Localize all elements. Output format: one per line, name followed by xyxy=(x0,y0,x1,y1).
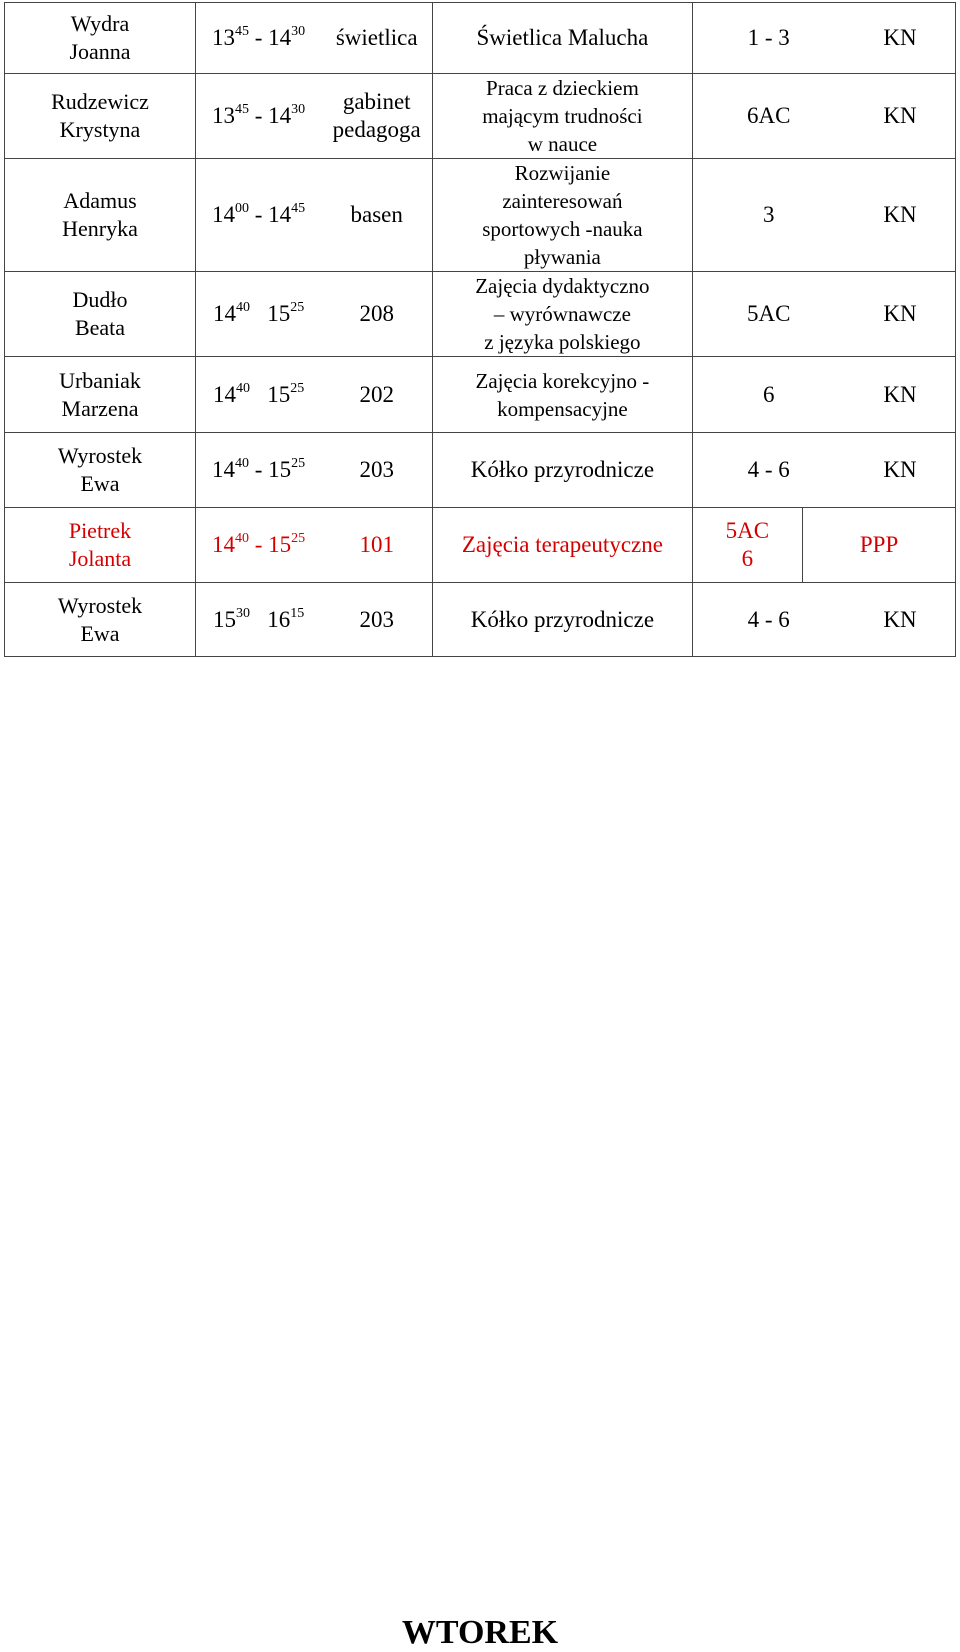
table-row xyxy=(5,159,956,272)
organizer-cell: KN xyxy=(845,433,956,508)
activity-cell: Kółko przyrodnicze xyxy=(433,433,692,508)
class-cell: 5AC 6 xyxy=(692,508,803,583)
teacher-name: Urbaniak Marzena xyxy=(5,357,196,433)
table-row xyxy=(5,74,956,159)
activity-cell: Zajęcia korekcyjno - kompensacyjne xyxy=(433,357,692,433)
room-cell: basen xyxy=(321,159,433,272)
time-cell: $13^{45} - 14^{30}$ xyxy=(196,74,322,159)
class-cell: 6 xyxy=(692,357,845,433)
teacher-name: Dudło Beata xyxy=(5,272,196,357)
activity-cell: Świetlica Malucha xyxy=(433,3,692,74)
activity-cell: Rozwijanie zainteresowań sportowych -nauka pływania xyxy=(433,159,692,272)
table-row xyxy=(5,508,956,583)
organizer-cell: KN xyxy=(845,357,956,433)
table-row xyxy=(5,583,956,657)
activity-cell: Kółko przyrodnicze xyxy=(433,583,692,657)
teacher-name: Wyrostek Ewa xyxy=(5,433,196,508)
schedule-table xyxy=(4,2,956,657)
room-cell: 203 xyxy=(321,433,433,508)
organizer-cell: KN xyxy=(845,74,956,159)
time-cell: $14^{40}$ $15^{25}$ xyxy=(196,357,322,433)
table-row xyxy=(5,433,956,508)
class-cell: 3 xyxy=(692,159,845,272)
teacher-name: Wyrostek Ewa xyxy=(5,583,196,657)
organizer-cell: KN xyxy=(845,272,956,357)
room-cell: gabinet pedagoga xyxy=(321,74,433,159)
class-cell: 6AC xyxy=(692,74,845,159)
organizer-cell: KN xyxy=(845,159,956,272)
time-cell: $15^{30}$ $16^{15}$ xyxy=(196,583,322,657)
activity-cell: Zajęcia terapeutyczne xyxy=(433,508,692,583)
organizer-cell: PPP xyxy=(803,508,956,583)
time-cell: $14^{40} - 15^{25}$ xyxy=(196,433,322,508)
teacher-name: Pietrek Jolanta xyxy=(5,508,196,583)
class-cell: 4 - 6 xyxy=(692,583,845,657)
organizer-cell: KN xyxy=(845,583,956,657)
class-cell: 5AC xyxy=(692,272,845,357)
teacher-name: Adamus Henryka xyxy=(5,159,196,272)
room-cell: świetlica xyxy=(321,3,433,74)
time-cell: $13^{45} - 14^{30}$ xyxy=(196,3,322,74)
time-cell: $14^{40}$ $15^{25}$ xyxy=(196,272,322,357)
room-cell: 203 xyxy=(321,583,433,657)
organizer-cell: KN xyxy=(845,3,956,74)
time-cell: $14^{00} - 14^{45}$ xyxy=(196,159,322,272)
class-cell: 1 - 3 xyxy=(692,3,845,74)
activity-cell: Praca z dzieckiem mającym trudności w nauce xyxy=(433,74,692,159)
table-row xyxy=(5,357,956,433)
room-cell: 101 xyxy=(321,508,433,583)
room-cell: 208 xyxy=(321,272,433,357)
table-row xyxy=(5,272,956,357)
room-cell: 202 xyxy=(321,357,433,433)
teacher-name: Wydra Joanna xyxy=(5,3,196,74)
table-row xyxy=(5,3,956,74)
time-cell: $14^{40} - 15^{25}$ xyxy=(196,508,322,583)
activity-cell: Zajęcia dydaktyczno – wyrównawcze z języka polskiego xyxy=(433,272,692,357)
day-heading: WTOREK xyxy=(401,1614,559,1651)
teacher-name: Rudzewicz Krystyna xyxy=(5,74,196,159)
class-cell: 4 - 6 xyxy=(692,433,845,508)
